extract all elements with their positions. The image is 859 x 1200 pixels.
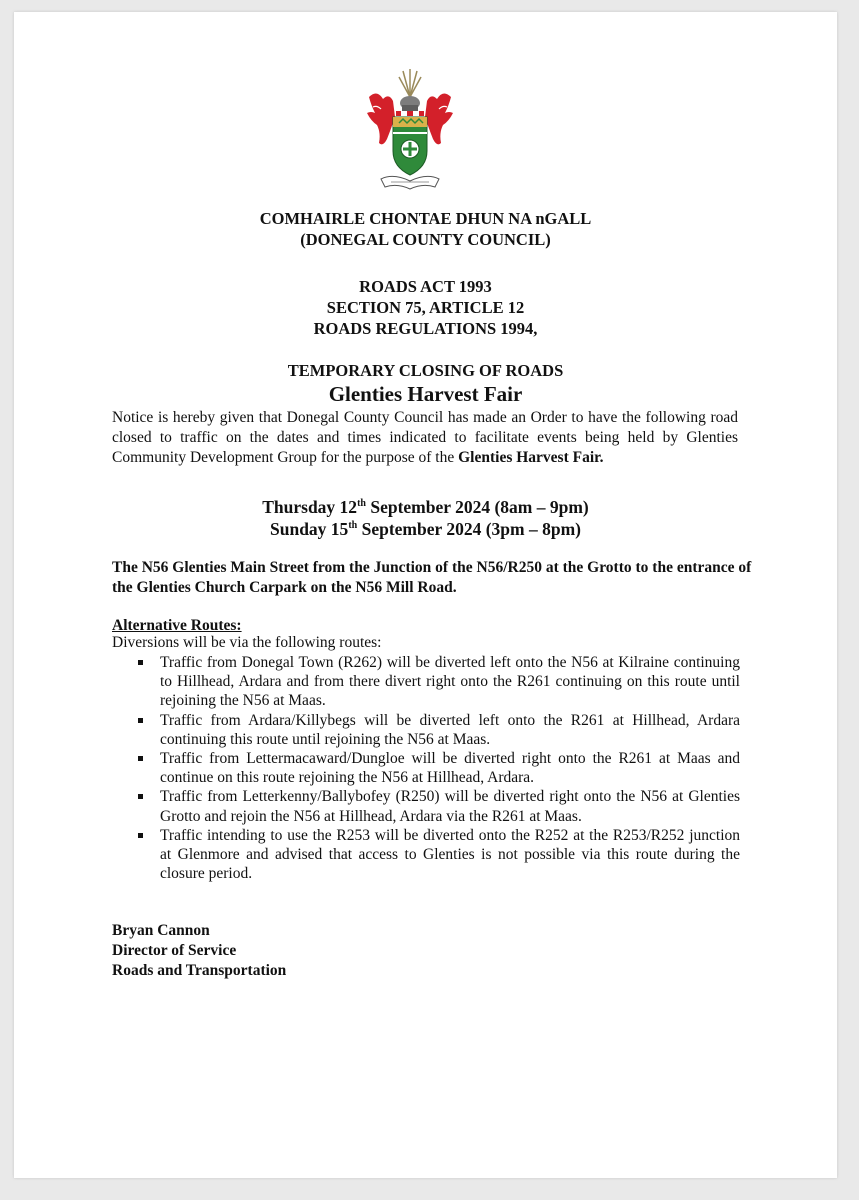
bullet-square-icon <box>138 756 143 761</box>
act-line-2: SECTION 75, ARTICLE 12 <box>326 298 525 317</box>
intro-text: Notice is hereby given that Donegal County Council has made an Order to have the following road closed to traffic on the dates and times indicated to facilitate events being held by Glenties Community Development Group for the purpose of the <box>112 409 738 466</box>
act-line-1: ROADS ACT 1993 <box>359 277 492 296</box>
list-item <box>112 749 740 787</box>
diversion-text: Traffic from Lettermacaward/Dungloe will be diverted right onto the R261 at Maas and continue on this route rejoining the N56 at Hillhead, Ardara. <box>160 750 740 787</box>
diversion-text: Traffic from Ardara/Killybegs will be diverted left onto the R261 at Hillhead, Ardara continuing this route until rejoining the N56 at Maas. <box>160 711 740 748</box>
date-1-rest: September 2024 (8am – 9pm) <box>365 497 589 517</box>
date-line-2 <box>14 518 837 540</box>
event-title: Glenties Harvest Fair <box>328 382 523 406</box>
closure-route: The N56 Glenties Main Street from the Junction of the N56/R250 at the Grotto to the entrance of the Glenties Church Carpark on the N56 Mill Road. <box>112 559 752 596</box>
intro-paragraph <box>112 408 738 468</box>
bullet-square-icon <box>138 660 143 665</box>
date-1-suffix: th <box>357 498 366 510</box>
signatory-name: Bryan Cannon <box>112 922 210 939</box>
signatory-title: Director of Service <box>112 942 237 959</box>
act-line-3: ROADS REGULATIONS 1994, <box>313 319 538 338</box>
list-item <box>112 711 740 749</box>
alternative-routes-heading: Alternative Routes: <box>112 617 242 634</box>
intro-event-name: Glenties Harvest Fair. <box>458 449 604 466</box>
notice-page <box>14 12 837 1178</box>
diversion-text: Traffic from Letterkenny/Ballybofey (R250) will be diverted right onto the N56 at Glenties Grotto and rejoin the N56 at Hillhead, Ardara via the R261 at Maas. <box>160 788 740 825</box>
notice-title-block <box>14 360 837 407</box>
council-name-block <box>14 208 837 250</box>
bullet-square-icon <box>138 833 143 838</box>
date-1-day: Thursday 12 <box>262 497 358 517</box>
date-2-day: Sunday 15 <box>270 519 349 539</box>
diversion-text: Traffic from Donegal Town (R262) will be diverted left onto the N56 at Kilraine continuing to Hillhead, Ardara and from there divert right onto the R261 continuing on this route until rejoining the N56 at Maas. <box>160 654 740 710</box>
bullet-square-icon <box>138 718 143 723</box>
diversion-text: Traffic intending to use the R253 will be diverted onto the R252 at the R253/R252 junction at Glenmore and advised that access to Glenties is not possible via this route during the closure period. <box>160 826 740 883</box>
legislation-block <box>14 276 837 339</box>
list-item <box>112 826 740 884</box>
closure-dates <box>14 496 837 540</box>
notice-type: TEMPORARY CLOSING OF ROADS <box>287 361 564 380</box>
list-item <box>112 653 740 711</box>
date-line-1 <box>14 496 837 518</box>
diversion-list <box>112 653 740 883</box>
diversions-intro: Diversions will be via the following routes: <box>112 634 382 651</box>
council-name-english: (DONEGAL COUNTY COUNCIL) <box>300 230 551 249</box>
date-2-suffix: th <box>348 520 358 532</box>
date-2-rest: September 2024 (3pm – 8pm) <box>357 519 581 539</box>
donegal-council-crest-icon <box>363 67 457 195</box>
list-item <box>112 787 740 825</box>
signature-block <box>112 921 286 981</box>
bullet-square-icon <box>138 794 143 799</box>
council-name-irish: COMHAIRLE CHONTAE DHUN NA nGALL <box>259 209 592 228</box>
signatory-department: Roads and Transportation <box>112 962 287 979</box>
